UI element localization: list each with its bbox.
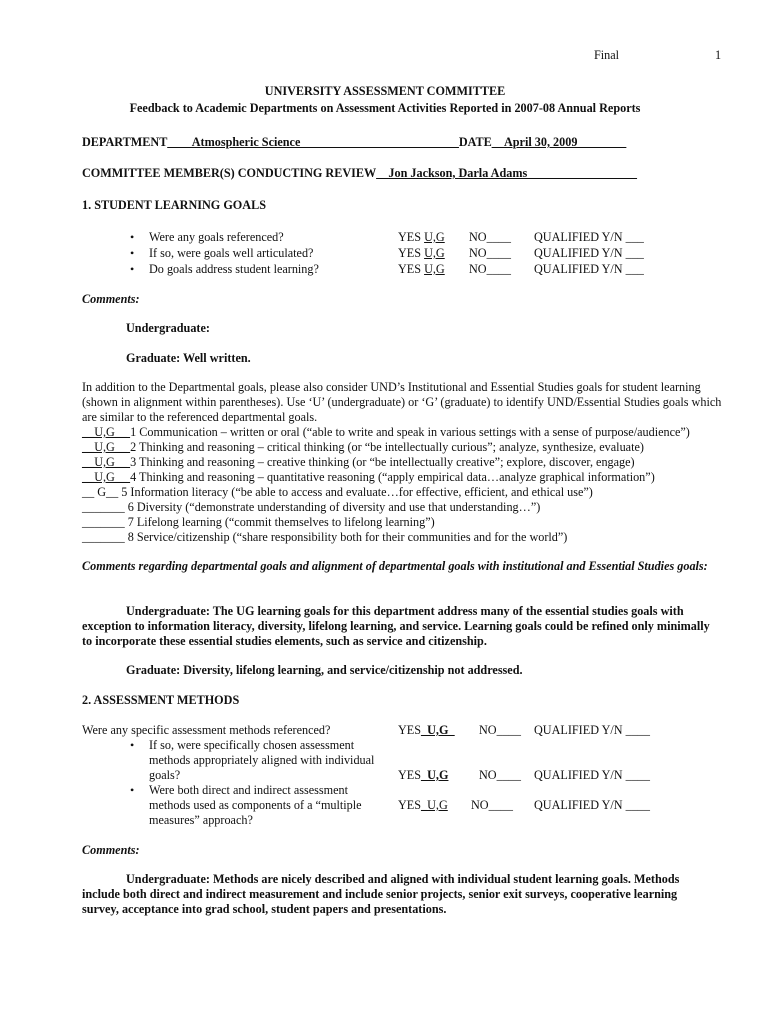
alignment-undergrad: Undergraduate: The UG learning goals for this department address many of the essential studies goals with exception to information literacy, diversity, lifelong learning, and service. Learning goals could be refined only minimally to incorporate these essential studies elements, such as service and citizenship. xyxy=(82,604,710,648)
s1-question-3: Do goals address student learning? xyxy=(149,262,319,276)
s1-qualified-2: QUALIFIED Y/N ___ xyxy=(534,246,644,260)
s1-yes-2: YES U,G xyxy=(398,246,445,260)
s2-qualified-1: QUALIFIED Y/N ____ xyxy=(534,723,650,737)
goal-item: __U,G__ 1 Communication – written or oral (“able to write and speak in various settings with a sense of purpose/audience”) xyxy=(82,425,690,439)
s2-no-3: NO____ xyxy=(471,798,513,812)
goal-item: __U,G__ 2 Thinking and reasoning – critical thinking (or “be intellectually curious”; analyze, synthesize, evaluate) xyxy=(82,440,644,454)
s2-comments-label: Comments: xyxy=(82,843,140,857)
und-goals-paragraph: In addition to the Departmental goals, please also consider UND’s Institutional and Essential Studies goals for student learning (shown in alignment within parentheses). Use ‘U’ (undergraduate) or ‘G’ (graduate) to identify UND/Essential Studies goals which are similar to the referenced departmental goals. xyxy=(82,380,722,424)
goal-item: __U,G__ 4 Thinking and reasoning – quantitative reasoning (“apply empirical data…analyze graphical information”) xyxy=(82,470,655,484)
s1-no-1: NO____ xyxy=(469,230,511,244)
s1-question-1: Were any goals referenced? xyxy=(149,230,284,244)
goal-item: __ G__ 5 Information literacy (“be able to access and evaluate…for effective, efficient, and ethical use”) xyxy=(82,485,593,499)
goal-item: _______ 8 Service/citizenship (“share responsibility both for their communities and for the world”) xyxy=(82,530,568,544)
committee-label: COMMITTEE MEMBER(S) CONDUCTING REVIEW xyxy=(82,166,377,180)
s2-yes-2: YES_U,G xyxy=(398,768,449,782)
title-committee: UNIVERSITY ASSESSMENT COMMITTEE xyxy=(264,84,506,98)
s1-undergrad-comment: Undergraduate: xyxy=(126,321,210,335)
s2-no-1: NO____ xyxy=(479,723,521,737)
s2-question-1: Were any specific assessment methods referenced? xyxy=(82,723,331,737)
bullet-icon: • xyxy=(130,262,135,276)
alignment-heading: Comments regarding departmental goals and alignment of departmental goals with institutional and Essential Studies goals: xyxy=(82,559,708,573)
s2-bullet-2-line2: methods used as components of a “multiple xyxy=(149,798,362,812)
goal-item: _______ 6 Diversity (“demonstrate understanding of diversity and use that understanding…”) xyxy=(82,500,541,514)
s2-no-2: NO____ xyxy=(479,768,521,782)
bullet-icon: • xyxy=(130,230,135,244)
s1-no-2: NO____ xyxy=(469,246,511,260)
final-label: Final xyxy=(594,48,620,62)
bullet-icon: • xyxy=(130,738,135,752)
committee-value: __Jon Jackson, Darla Adams__________________ xyxy=(376,166,637,180)
s2-undergrad-comment: Undergraduate: Methods are nicely described and aligned with individual student learning goals. Methods include both direct and indirect measurement and include senior projects, senior exit surveys, cooperative learning survey, acceptance into grad school, student papers and presentations. xyxy=(82,872,680,916)
bullet-icon: • xyxy=(130,783,135,797)
section2-heading: 2. ASSESSMENT METHODS xyxy=(82,693,240,707)
s1-yes-1: YES U,G xyxy=(398,230,445,244)
date-label: DATE xyxy=(458,135,492,149)
s1-qualified-1: QUALIFIED Y/N ___ xyxy=(534,230,644,244)
s2-yes-1: YES_U,G_ xyxy=(398,723,455,737)
s2-bullet-1-line1: If so, were specifically chosen assessment xyxy=(149,738,355,752)
page-number: 1 xyxy=(715,48,722,62)
alignment-grad: Graduate: Diversity, lifelong learning, and service/citizenship not addressed. xyxy=(126,663,523,677)
s2-bullet-1-line3: goals? xyxy=(149,768,181,782)
committee-line xyxy=(82,166,637,181)
s2-bullet-1-line2: methods appropriately aligned with individual xyxy=(149,753,375,767)
bullet-icon: • xyxy=(130,246,135,260)
s2-bullet-2-line1: Were both direct and indirect assessment xyxy=(149,783,349,797)
s1-no-3: NO____ xyxy=(469,262,511,276)
department-value: ____Atmospheric Science__________________________ xyxy=(167,135,459,149)
department-line xyxy=(82,135,626,150)
s1-comments-label: Comments: xyxy=(82,292,140,306)
s1-yes-3: YES U,G xyxy=(398,262,445,276)
s1-grad-comment: Graduate: Well written. xyxy=(126,351,251,365)
s2-yes-3: YES_U,G xyxy=(398,798,448,812)
section1-heading: 1. STUDENT LEARNING GOALS xyxy=(82,198,266,212)
department-label: DEPARTMENT xyxy=(82,135,168,149)
title-feedback: Feedback to Academic Departments on Assessment Activities Reported in 2007-08 Annual Reports xyxy=(129,101,641,115)
s1-question-2: If so, were goals well articulated? xyxy=(149,246,314,260)
s2-qualified-3: QUALIFIED Y/N ____ xyxy=(534,798,650,812)
s1-qualified-3: QUALIFIED Y/N ___ xyxy=(534,262,644,276)
s2-bullet-2-line3: measures” approach? xyxy=(149,813,253,827)
date-value: __April 30, 2009________ xyxy=(491,135,627,149)
goal-item: __U,G__ 3 Thinking and reasoning – creative thinking (or “be intellectually creative”; explore, discover, engage) xyxy=(82,455,635,469)
goal-item: _______ 7 Lifelong learning (“commit themselves to lifelong learning”) xyxy=(82,515,435,529)
s2-qualified-2: QUALIFIED Y/N ____ xyxy=(534,768,650,782)
